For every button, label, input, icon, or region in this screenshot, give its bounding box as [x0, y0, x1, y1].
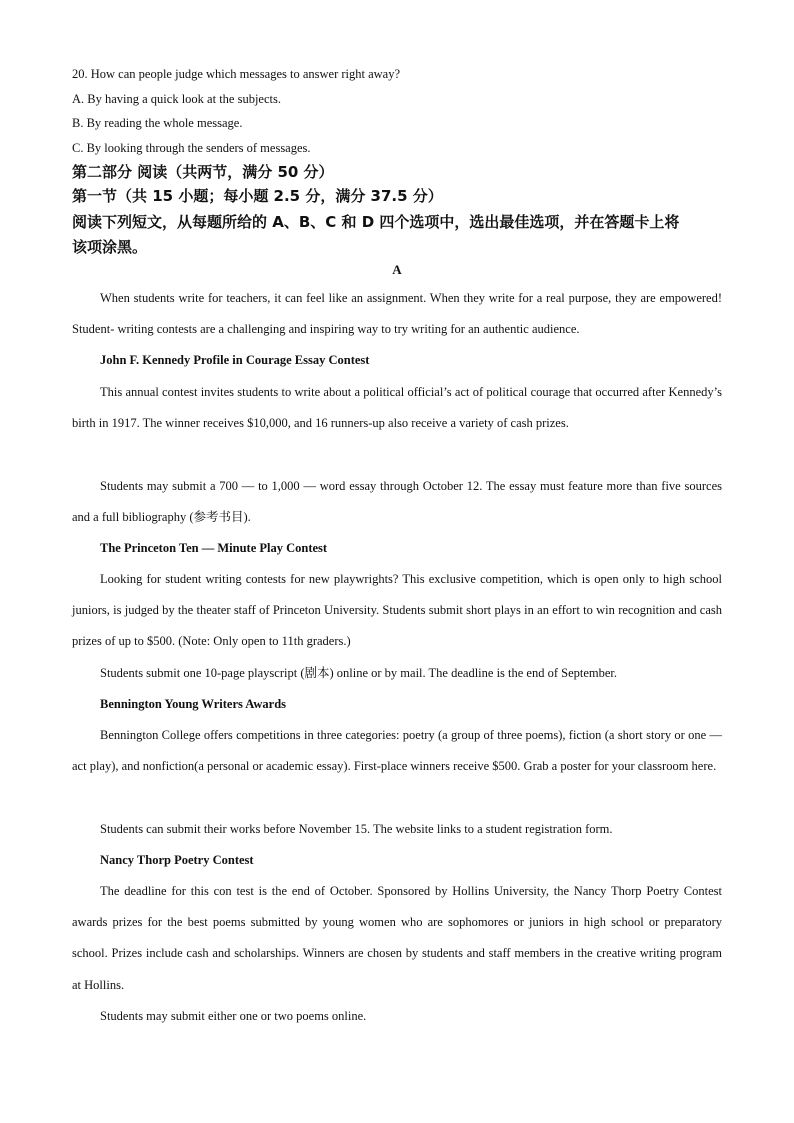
contest-princeton-rules: Students submit one 10-page playscript (剧本) online or by mail. The deadline is the end of September.	[100, 666, 618, 680]
contest-bennington-rules: Students can submit their works before November 15. The website links to a student registration form.	[100, 822, 613, 836]
section-sub-heading: 第一节（共 15 小题；每小题 2.5 分，满分 37.5 分）	[72, 187, 443, 205]
section-part-heading: 第二部分 阅读（共两节，满分 50 分）	[72, 163, 334, 181]
option-b: B. By reading the whole message.	[72, 116, 243, 130]
contest-kennedy-description: This annual contest invites students to write about a political official’s act of political courage that occurred after Kennedy’s birth in 1917. The winner receives $10,000, and 16 runners-up also receive a variety of cash prizes.	[72, 385, 722, 431]
contest-nancy-thorp-description: The deadline for this con test is the end of October. Sponsored by Hollins University, the Nancy Thorp Poetry Contest awards prizes for the best poems submitted by young women who are sophomores or juniors in high school or preparatory school. Prizes include cash and scholarships. Winners are chosen by students and staff members in the creative writing program at Hollins.	[72, 884, 722, 992]
section-instruction: 阅读下列短文，从每题所给的 A、B、C 和 D 四个选项中，选出最佳选项，并在答题卡上将	[72, 213, 680, 231]
section-instruction-cont: 该项涂黑。	[72, 238, 148, 256]
contest-princeton-description: Looking for student writing contests for new playwrights? This exclusive competition, which is open only to high school juniors, is judged by the theater staff of Princeton University. Students submit short plays in an effort to win recognition and cash prizes of up to $500. (Note: Only open to 11th graders.)	[72, 572, 722, 649]
contest-title-kennedy: John F. Kennedy Profile in Courage Essay Contest	[100, 353, 370, 367]
contest-nancy-thorp-rules: Students may submit either one or two poems online.	[100, 1009, 367, 1023]
question-stem: 20. How can people judge which messages to answer right away?	[72, 67, 401, 81]
contest-title-princeton: The Princeton Ten — Minute Play Contest	[100, 541, 328, 555]
option-c: C. By looking through the senders of messages.	[72, 141, 311, 155]
passage-intro: When students write for teachers, it can feel like an assignment. When they write for a real purpose, they are empowered! Student- writing contests are a challenging and inspiring way to try writing for an authentic audience.	[72, 291, 722, 337]
contest-bennington-description: Bennington College offers competitions in three categories: poetry (a group of three poems), fiction (a short story or one — act play), and nonfiction(a personal or academic essay). First-place winners receive $500. Grab a poster for your classroom here.	[72, 728, 722, 774]
passage-label: A	[392, 262, 402, 277]
contest-title-nancy-thorp: Nancy Thorp Poetry Contest	[100, 853, 254, 867]
contest-title-bennington: Bennington Young Writers Awards	[100, 697, 287, 711]
option-a: A. By having a quick look at the subjects.	[72, 92, 281, 106]
contest-kennedy-rules: Students may submit a 700 — to 1,000 — word essay through October 12. The essay must feature more than five sources and a full bibliography (参考书目).	[72, 479, 722, 525]
